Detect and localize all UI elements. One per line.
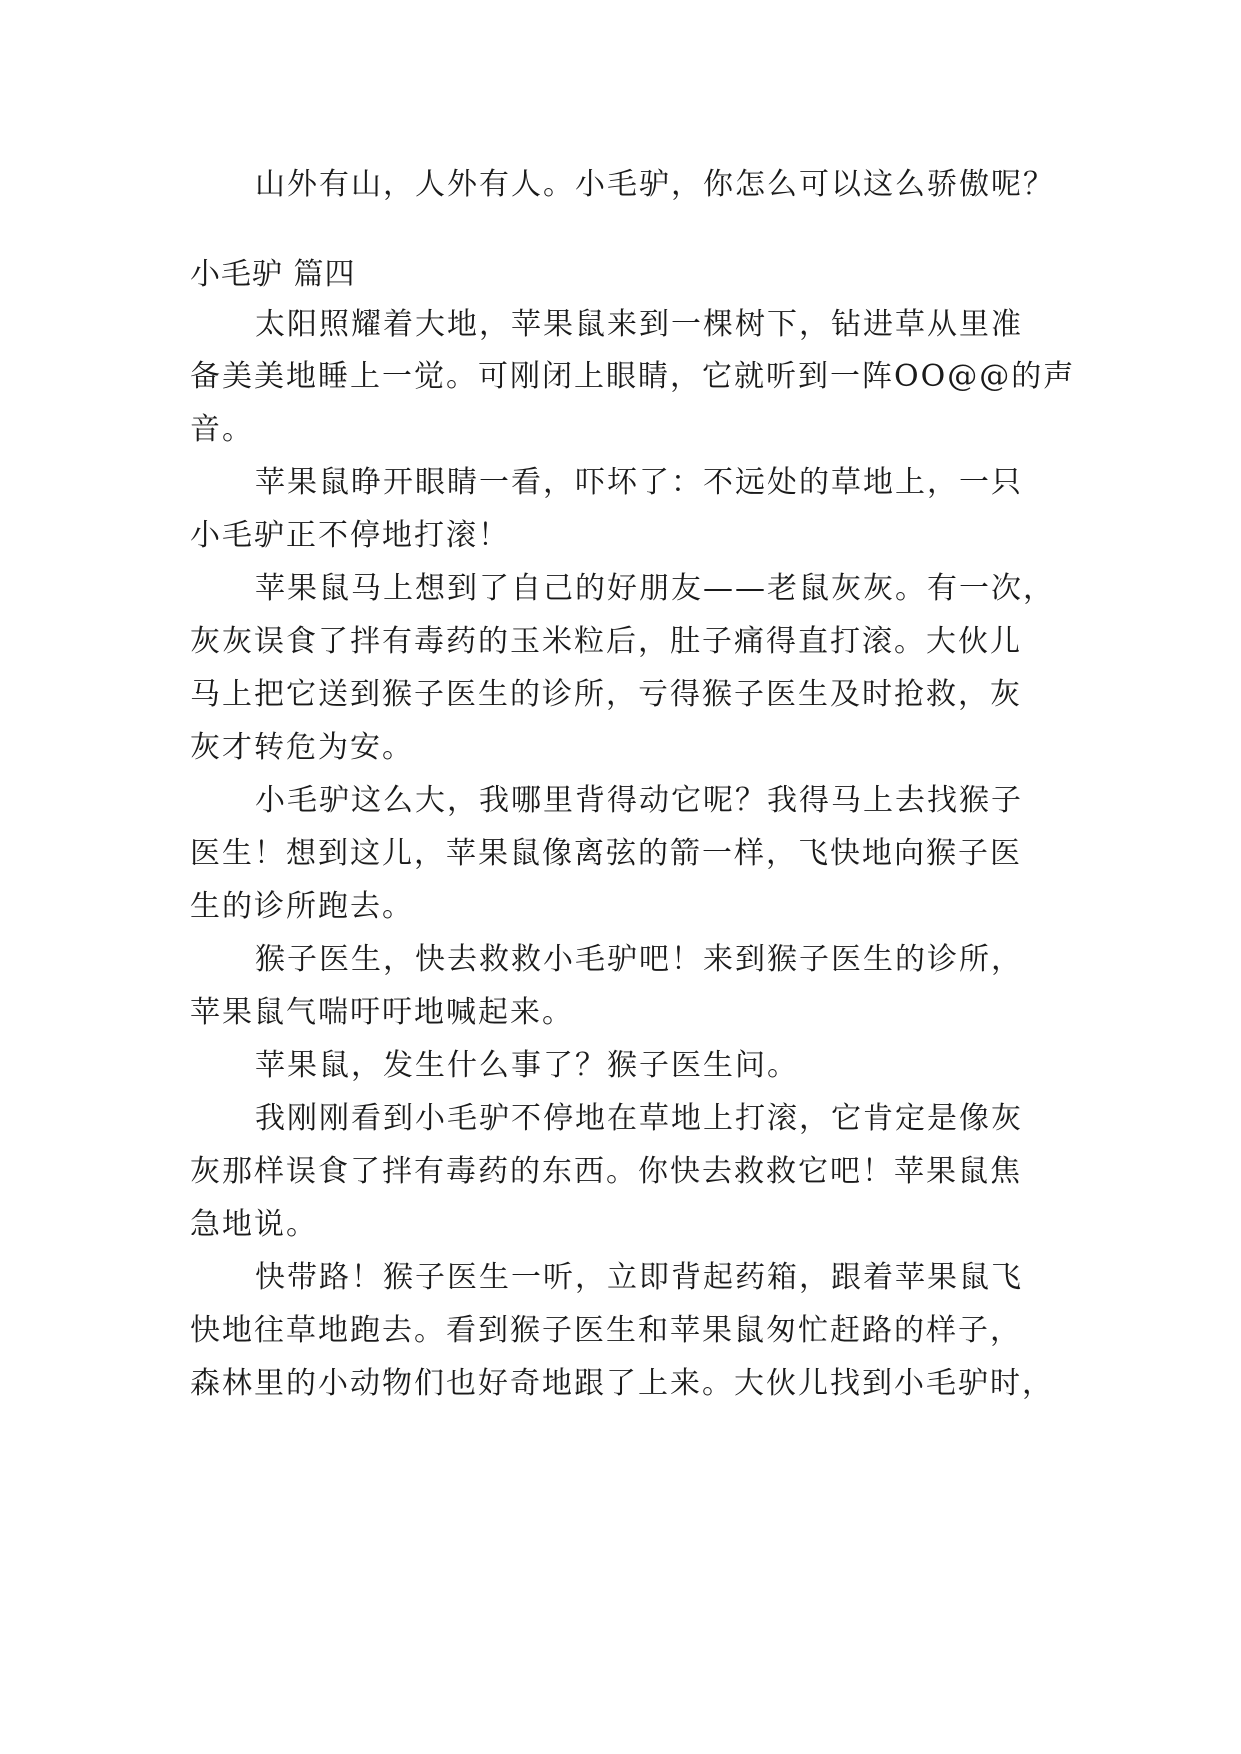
paragraph-line: 马上把它送到猴子医生的诊所，亏得猴子医生及时抢救，灰 — [190, 677, 1022, 712]
paragraph-line: 灰才转危为安。 — [190, 730, 414, 765]
paragraph-line: 音。 — [190, 412, 254, 447]
paragraph-line: 苹果鼠气喘吁吁地喊起来。 — [190, 995, 574, 1030]
paragraph-line: 苹果鼠睁开眼睛一看，吓坏了：不远处的草地上，一只 — [255, 465, 1023, 500]
paragraph-line: 山外有山，人外有人。小毛驴，你怎么可以这么骄傲呢？ — [255, 167, 1055, 202]
section-heading: 小毛驴 篇四 — [190, 257, 356, 292]
paragraph-line: 备美美地睡上一觉。可刚闭上眼睛，它就听到一阵OO@@的声 — [190, 359, 1076, 394]
paragraph-line: 生的诊所跑去。 — [190, 889, 414, 924]
paragraph-line: 苹果鼠，发生什么事了？猴子医生问。 — [255, 1048, 799, 1083]
paragraph-line: 小毛驴正不停地打滚！ — [190, 518, 510, 553]
paragraph-line: 快地往草地跑去。看到猴子医生和苹果鼠匆忙赶路的样子， — [190, 1313, 1022, 1348]
paragraph-line: 太阳照耀着大地，苹果鼠来到一棵树下，钻进草从里准 — [255, 307, 1023, 342]
paragraph-line: 灰灰误食了拌有毒药的玉米粒后，肚子痛得直打滚。大伙儿 — [190, 624, 1022, 659]
paragraph-line: 医生！想到这儿，苹果鼠像离弦的箭一样，飞快地向猴子医 — [190, 836, 1022, 871]
paragraph-line: 快带路！猴子医生一听，立即背起药箱，跟着苹果鼠飞 — [255, 1260, 1023, 1295]
paragraph-line: 苹果鼠马上想到了自己的好朋友——老鼠灰灰。有一次， — [255, 571, 1055, 606]
paragraph-line: 森林里的小动物们也好奇地跟了上来。大伙儿找到小毛驴时， — [190, 1366, 1054, 1401]
paragraph-line: 猴子医生，快去救救小毛驴吧！来到猴子医生的诊所， — [255, 942, 1023, 977]
paragraph-line: 灰那样误食了拌有毒药的东西。你快去救救它吧！苹果鼠焦 — [190, 1154, 1022, 1189]
paragraph-line: 我刚刚看到小毛驴不停地在草地上打滚，它肯定是像灰 — [255, 1101, 1023, 1136]
paragraph-line: 急地说。 — [190, 1207, 318, 1242]
paragraph-line: 小毛驴这么大，我哪里背得动它呢？我得马上去找猴子 — [255, 783, 1023, 818]
